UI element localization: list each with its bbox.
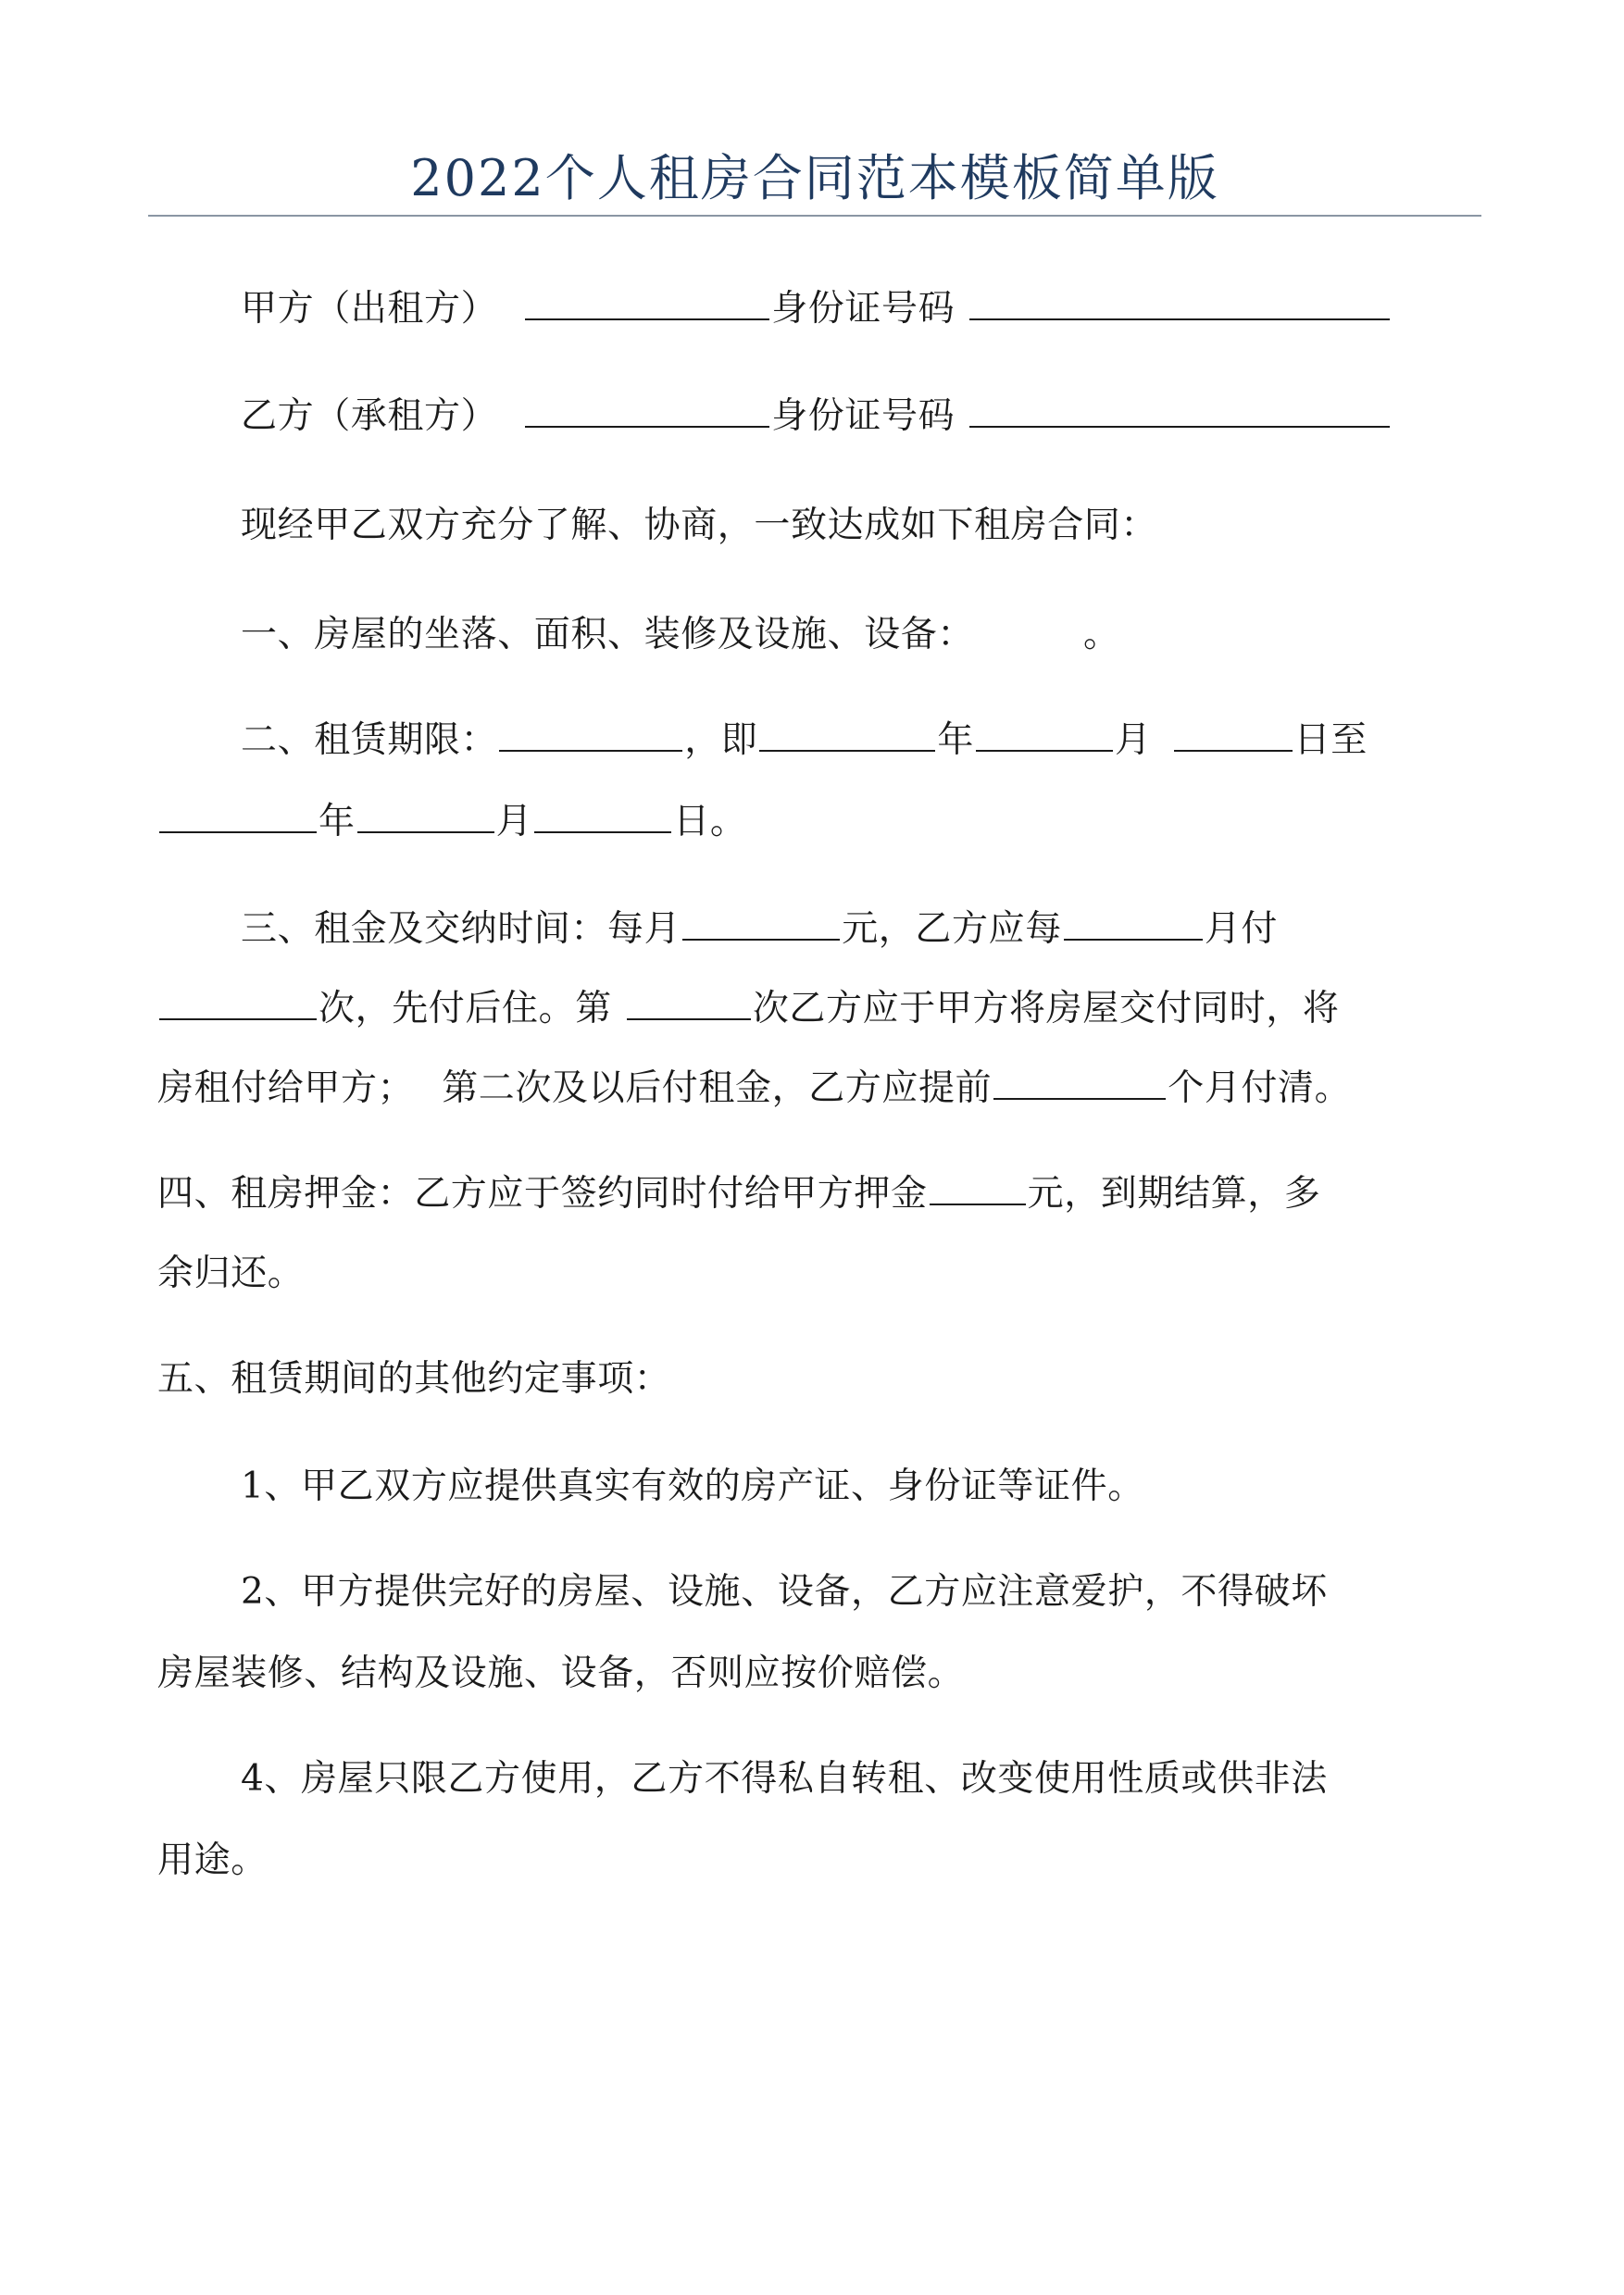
lease-term-blank <box>499 715 682 752</box>
pay-interval-blank <box>1064 904 1203 941</box>
start-month-label: 月 <box>1115 719 1152 761</box>
clause-5-item-2-line-1: 2、甲方提供完好的房屋、设施、设备，乙方应注意爱护，不得破坏 <box>241 1571 1328 1613</box>
clause-5-heading: 五、租赁期间的其他约定事项： <box>157 1358 671 1400</box>
end-day-label: 日。 <box>673 801 747 842</box>
lessor-name-blank <box>525 283 769 320</box>
lessee-name-blank <box>525 391 769 428</box>
lessor-id-label: 身份证号码 <box>771 288 956 330</box>
clause-4-lead: 四、租房押金：乙方应于签约同时付给甲方押金 <box>157 1173 928 1215</box>
clause-3-yuan: 元，乙方应每 <box>842 908 1062 950</box>
first-payment-blank <box>627 983 751 1020</box>
clause-3-first-payment: 次乙方应于甲方将房屋交付同时，将 <box>752 988 1340 1029</box>
clause-3-month-pay: 月付 <box>1204 908 1279 950</box>
clause-3-rent-to-lessor: 房租付给甲方； <box>157 1067 415 1109</box>
clause-3-months-clear: 个月付清。 <box>1168 1067 1352 1109</box>
clause-3-second-payment: 第二次及以后付租金，乙方应提前 <box>442 1067 993 1109</box>
title-divider <box>148 215 1481 217</box>
clause-4-line-1 <box>157 1168 1472 1220</box>
clause-1-end: 。 <box>1083 614 1120 655</box>
party-a-line <box>241 283 1472 335</box>
start-year-blank <box>759 715 935 752</box>
clause-4-tail: 元，到期结算，多 <box>1027 1173 1321 1215</box>
clause-5-item-4-line-2: 用途。 <box>157 1840 268 1881</box>
clause-3-lead: 三、租金及交纳时间：每月 <box>241 908 681 950</box>
pay-times-blank <box>159 983 317 1020</box>
intro-paragraph: 现经甲乙双方充分了解、协商，一致达成如下租房合同： <box>241 505 1158 546</box>
lessee-id-blank <box>969 391 1390 428</box>
clause-5-item-1: 1、甲乙双方应提供真实有效的房产证、身份证等证件。 <box>241 1466 1144 1507</box>
lessee-id-label: 身份证号码 <box>771 395 956 437</box>
clause-2-ji: ，即 <box>684 719 758 761</box>
end-month-label: 月 <box>495 801 533 842</box>
clause-3-line-3 <box>157 1063 1472 1115</box>
party-b-line <box>241 391 1472 443</box>
lessor-label: 甲方（出租方） <box>241 288 498 330</box>
start-day-blank <box>1174 715 1293 752</box>
end-month-blank <box>357 796 494 833</box>
lessor-id-blank <box>969 283 1390 320</box>
monthly-rent-blank <box>682 904 840 941</box>
clause-1 <box>241 609 1472 661</box>
clause-5-item-4-line-1: 4、房屋只限乙方使用，乙方不得私自转租、改变使用性质或供非法 <box>241 1758 1328 1800</box>
start-month-blank <box>976 715 1113 752</box>
clause-2-line-1 <box>241 715 1472 767</box>
clause-3-line-2 <box>157 983 1472 1035</box>
clause-3-line-1 <box>241 904 1472 955</box>
lessee-label: 乙方（承租方） <box>241 395 498 437</box>
clause-2-line-2 <box>157 796 1472 848</box>
end-year-blank <box>159 796 317 833</box>
advance-months-blank <box>993 1063 1166 1100</box>
end-year-label: 年 <box>319 801 356 842</box>
clause-2-lead: 二、租赁期限： <box>241 719 498 761</box>
page-title: 2022个人租房合同范本模板简单版 <box>410 149 1219 207</box>
clause-3-times: 次，先付后住。第 <box>319 988 612 1029</box>
clause-4-line-2: 余归还。 <box>157 1253 305 1294</box>
end-day-blank <box>534 796 671 833</box>
start-year-label: 年 <box>937 719 975 761</box>
clause-1-text: 一、房屋的坐落、面积、装修及设施、设备： <box>241 614 975 655</box>
start-day-label: 日至 <box>1293 719 1368 761</box>
deposit-blank <box>930 1168 1026 1205</box>
clause-5-item-2-line-2: 房屋装修、结构及设施、设备，否则应按价赔偿。 <box>157 1653 965 1694</box>
